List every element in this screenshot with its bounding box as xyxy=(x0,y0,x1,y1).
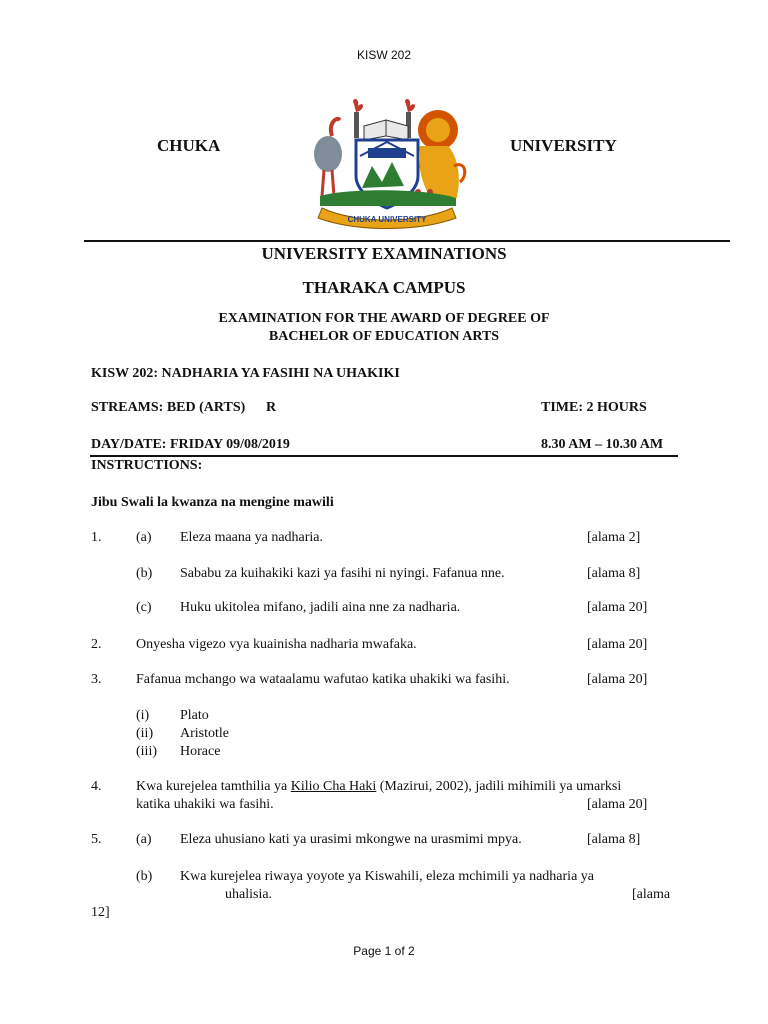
question-number: 1. xyxy=(91,530,102,545)
marks-label: [alama xyxy=(632,887,671,902)
question-number: 2. xyxy=(91,637,102,652)
institution-left-word: CHUKA xyxy=(157,136,221,155)
question-number: 4. xyxy=(91,779,102,794)
hours-label: 8.30 AM – 10.30 AM xyxy=(541,437,664,452)
subquestion-label: (b) xyxy=(136,869,153,884)
question-text: Onyesha vigezo vya kuainisha nadharia mwafaka. xyxy=(136,637,417,652)
marks-label-continued: 12] xyxy=(91,905,110,920)
marks-label: [alama 20] xyxy=(587,797,648,812)
list-item-text: Aristotle xyxy=(180,726,229,741)
question-text-line-1: Kwa kurejelea riwaya yoyote ya Kiswahili, eleza mchimili ya nadharia ya xyxy=(180,869,594,884)
lion-head-icon xyxy=(426,118,450,142)
marks-label: [alama 20] xyxy=(587,672,648,687)
question-text: Huku ukitolea mifano, jadili aina nne za nadharia. xyxy=(180,600,461,615)
left-flame-icon xyxy=(353,99,363,112)
list-item-label: (ii) xyxy=(136,726,154,741)
list-item-label: (iii) xyxy=(136,744,157,759)
course-code-header: KISW 202 xyxy=(356,48,412,62)
book-right-page-icon xyxy=(386,120,408,140)
lion-body-icon xyxy=(419,146,459,200)
info-divider xyxy=(90,455,678,457)
question-text: Sababu za kuihakiki kazi ya fasihi ni nyingi. Fafanua nne. xyxy=(180,566,505,581)
subquestion-label: (a) xyxy=(136,530,152,545)
crane-body-icon xyxy=(314,136,342,172)
book-title: Kilio Cha Haki xyxy=(290,779,377,794)
campus-title: THARAKA CAMPUS xyxy=(302,278,466,297)
header-divider xyxy=(84,240,730,242)
question-text-line-2: uhalisia. xyxy=(225,887,273,902)
subquestion-label: (c) xyxy=(136,600,152,615)
question-text: Fafanua mchango wa wataalamu wafutao katika uhakiki wa fasihi. xyxy=(136,672,510,687)
exam-title: UNIVERSITY EXAMINATIONS xyxy=(261,244,507,263)
marks-label: [alama 20] xyxy=(587,637,648,652)
question-text: Eleza maana ya nadharia. xyxy=(180,530,324,545)
left-torch-icon xyxy=(354,112,359,138)
subquestion-label: (a) xyxy=(136,832,152,847)
streams-suffix: R xyxy=(266,400,277,415)
question-text-part: (Mazirui, 2002), jadili mihimili ya umarksi xyxy=(376,779,622,794)
award-line-1: EXAMINATION FOR THE AWARD OF DEGREE OF xyxy=(218,311,550,326)
streams-label: STREAMS: BED (ARTS) xyxy=(91,400,246,415)
marks-label: [alama 20] xyxy=(587,600,648,615)
list-item-label: (i) xyxy=(136,708,150,723)
question-number: 5. xyxy=(91,832,102,847)
list-item-text: Horace xyxy=(180,744,221,759)
book-left-page-icon xyxy=(364,120,386,140)
list-item-text: Plato xyxy=(180,708,209,723)
question-number: 3. xyxy=(91,672,102,687)
page-number: Page 1 of 2 xyxy=(353,944,415,958)
award-line-2: BACHELOR OF EDUCATION ARTS xyxy=(268,329,500,344)
question-text-part: Kwa kurejelea tamthilia ya xyxy=(136,779,291,794)
instructions-heading: INSTRUCTIONS: xyxy=(91,458,203,473)
marks-label: [alama 8] xyxy=(587,832,641,847)
instruction-text: Jibu Swali la kwanza na mengine mawili xyxy=(91,495,334,510)
course-title: KISW 202: NADHARIA YA FASIHI NA UHAKIKI xyxy=(91,366,400,381)
time-label: TIME: 2 HOURS xyxy=(541,400,647,415)
university-crest-logo xyxy=(306,96,468,230)
subquestion-label: (b) xyxy=(136,566,153,581)
marks-label: [alama 2] xyxy=(587,530,641,545)
question-text: Eleza uhusiano kati ya urasimi mkongwe na urasmimi mpya. xyxy=(180,832,522,847)
marks-label: [alama 8] xyxy=(587,566,641,581)
question-text-line-1 xyxy=(136,779,621,795)
day-date-label: DAY/DATE: FRIDAY 09/08/2019 xyxy=(91,437,290,452)
institution-right-word: UNIVERSITY xyxy=(510,136,617,155)
ribbon-text: CHUKA UNIVERSITY xyxy=(347,215,427,224)
question-text-line-2: katika uhakiki wa fasihi. xyxy=(136,797,274,812)
right-flame-icon xyxy=(405,99,415,112)
crane-neck-icon xyxy=(331,119,340,136)
